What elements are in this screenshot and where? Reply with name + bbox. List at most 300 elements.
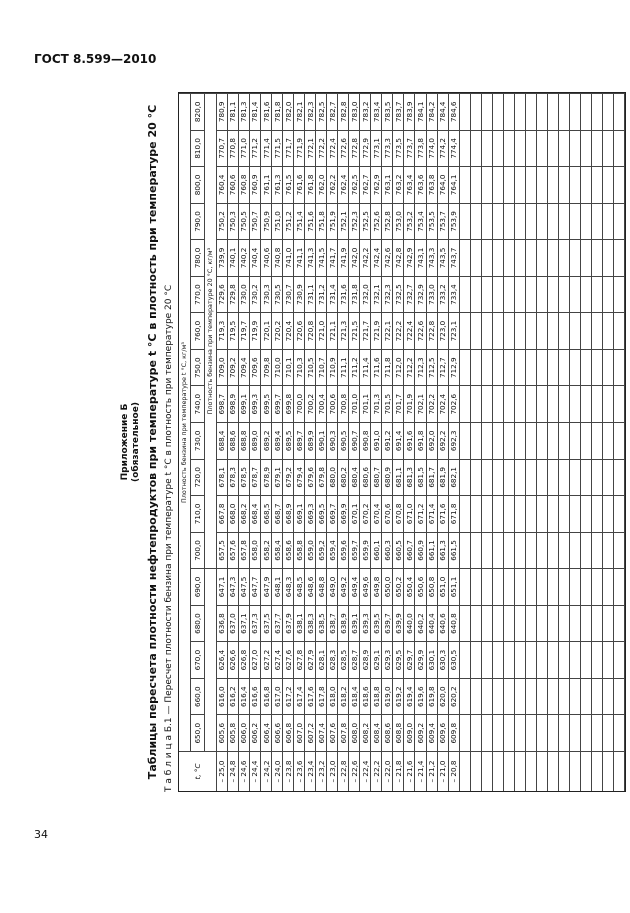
density-cell [537, 605, 548, 642]
temperature-cell: – 22,8 [338, 751, 349, 791]
density-cell: 688,8 [239, 422, 250, 459]
density-at-20-header: Плотность бензина при температуре 20 °С, кг/м³ [205, 93, 217, 568]
density-cell: 784,6 [449, 93, 460, 130]
density-cell [482, 495, 493, 532]
density-cell: 781,1 [228, 93, 239, 130]
temperature-cell: – 23,0 [327, 751, 338, 791]
density-cell [581, 130, 592, 167]
density-cell: 784,4 [438, 93, 449, 130]
density-cell [493, 130, 504, 167]
density-cell [548, 385, 559, 422]
density-cell: 753,2 [404, 203, 415, 240]
temperature-cell: – 23,4 [305, 751, 316, 791]
density-cell [570, 678, 581, 715]
temperature-cell [526, 751, 537, 791]
density-cell: 648,1 [272, 568, 283, 605]
density-cell: 762,2 [327, 166, 338, 203]
density-cell [537, 422, 548, 459]
density-cell: 751,8 [316, 203, 327, 240]
density-cell: 678,5 [239, 459, 250, 496]
density-cell: 721,9 [371, 312, 382, 349]
density-cell [482, 130, 493, 167]
density-cell: 750,5 [239, 203, 250, 240]
density-cell: 720,2 [272, 312, 283, 349]
density-cell [581, 93, 592, 130]
density-cell: 617,2 [283, 678, 294, 715]
density-cell [614, 422, 625, 459]
density-cell [460, 130, 471, 167]
density-cell: 760,8 [239, 166, 250, 203]
density-cell [515, 459, 526, 496]
density-cell [570, 276, 581, 313]
density-cell: 701,0 [349, 385, 360, 422]
density-cell [515, 93, 526, 130]
temperature-cell: – 24,2 [261, 751, 272, 791]
density-cell [471, 422, 482, 459]
density-cell: 783,7 [393, 93, 404, 130]
density-cell [548, 422, 559, 459]
density-cell: 620,0 [438, 678, 449, 715]
density-cell: 741,5 [316, 239, 327, 276]
density-cell: 752,6 [371, 203, 382, 240]
density-cell: 730,2 [250, 276, 261, 313]
density-cell [548, 276, 559, 313]
density-cell [603, 422, 614, 459]
density-cell: 722,2 [393, 312, 404, 349]
density-cell: 731,4 [327, 276, 338, 313]
density-cell: 650,8 [427, 568, 438, 605]
density-cell [592, 714, 603, 751]
density-cell: 721,0 [316, 312, 327, 349]
density-cell: 719,7 [239, 312, 250, 349]
density-cell: 628,1 [316, 641, 327, 678]
density-cell: 712,3 [415, 349, 426, 386]
density-column-header: 650,0 [191, 714, 205, 751]
density-column-header: 680,0 [191, 605, 205, 642]
density-cell [460, 312, 471, 349]
density-cell: 692,3 [449, 422, 460, 459]
density-cell: 761,3 [272, 166, 283, 203]
density-cell: 692,2 [438, 422, 449, 459]
density-cell: 608,0 [349, 714, 360, 751]
density-cell: 671,4 [427, 495, 438, 532]
density-cell: 761,6 [294, 166, 305, 203]
density-cell: 668,7 [272, 495, 283, 532]
temperature-cell [548, 751, 559, 791]
density-cell: 606,6 [272, 714, 283, 751]
density-cell: 743,7 [449, 239, 460, 276]
density-cell: 668,4 [250, 495, 261, 532]
density-cell: 750,9 [261, 203, 272, 240]
density-cell: 701,7 [393, 385, 404, 422]
density-cell [614, 276, 625, 313]
density-cell: 699,3 [250, 385, 261, 422]
density-cell [614, 495, 625, 532]
density-cell: 660,7 [404, 532, 415, 569]
density-cell [471, 459, 482, 496]
density-cell: 710,5 [305, 349, 316, 386]
density-cell: 763,6 [415, 166, 426, 203]
density-cell [592, 678, 603, 715]
density-cell: 774,0 [427, 130, 438, 167]
density-cell: 618,2 [338, 678, 349, 715]
density-column-header: 770,0 [191, 276, 205, 313]
density-cell [471, 532, 482, 569]
density-cell: 691,4 [393, 422, 404, 459]
density-cell: 773,3 [382, 130, 393, 167]
density-cell [504, 349, 515, 386]
density-cell [614, 678, 625, 715]
density-cell: 681,1 [393, 459, 404, 496]
density-cell: 649,0 [327, 568, 338, 605]
density-cell: 773,5 [393, 130, 404, 167]
density-cell: 647,3 [228, 568, 239, 605]
density-cell: 609,8 [449, 714, 460, 751]
density-cell: 742,9 [404, 239, 415, 276]
density-cell [526, 422, 537, 459]
density-cell: 750,7 [250, 203, 261, 240]
density-cell: 681,5 [415, 459, 426, 496]
temperature-cell: – 21,8 [393, 751, 404, 791]
density-cell [614, 203, 625, 240]
density-cell [460, 641, 471, 678]
density-cell: 762,4 [338, 166, 349, 203]
density-cell: 661,5 [449, 532, 460, 569]
density-cell: 709,0 [217, 349, 228, 386]
density-column-header: 810,0 [191, 130, 205, 167]
density-cell [559, 276, 570, 313]
density-cell [592, 276, 603, 313]
density-cell [504, 422, 515, 459]
density-cell [526, 166, 537, 203]
temperature-cell: – 22,6 [349, 751, 360, 791]
density-cell [482, 276, 493, 313]
density-cell: 760,6 [228, 166, 239, 203]
density-cell [460, 276, 471, 313]
density-cell: 628,9 [360, 641, 371, 678]
density-cell: 628,7 [349, 641, 360, 678]
density-cell: 616,2 [228, 678, 239, 715]
density-column-header: 670,0 [191, 641, 205, 678]
density-cell: 658,4 [272, 532, 283, 569]
density-cell: 712,5 [427, 349, 438, 386]
density-cell [460, 239, 471, 276]
density-cell: 647,7 [250, 568, 261, 605]
density-cell [493, 605, 504, 642]
density-cell: 649,4 [349, 568, 360, 605]
density-cell [471, 349, 482, 386]
density-cell [570, 714, 581, 751]
density-cell: 690,1 [316, 422, 327, 459]
density-cell: 637,1 [239, 605, 250, 642]
density-cell: 629,7 [404, 641, 415, 678]
density-cell: 689,2 [261, 422, 272, 459]
density-cell [603, 312, 614, 349]
density-cell: 709,2 [228, 349, 239, 386]
density-cell: 627,6 [283, 641, 294, 678]
density-cell [515, 276, 526, 313]
density-cell [482, 532, 493, 569]
density-cell [581, 568, 592, 605]
density-column-header: 780,0 [191, 239, 205, 276]
density-cell [614, 641, 625, 678]
density-cell: 680,9 [382, 459, 393, 496]
density-cell: 689,5 [283, 422, 294, 459]
density-cell: 630,5 [449, 641, 460, 678]
density-cell [548, 532, 559, 569]
density-cell: 659,6 [338, 532, 349, 569]
density-cell: 711,8 [382, 349, 393, 386]
density-cell: 761,5 [283, 166, 294, 203]
density-cell: 638,5 [316, 605, 327, 642]
density-cell [460, 568, 471, 605]
temperature-cell [493, 751, 504, 791]
density-cell: 701,3 [371, 385, 382, 422]
density-cell: 741,9 [338, 239, 349, 276]
density-cell [559, 349, 570, 386]
density-cell: 743,3 [427, 239, 438, 276]
density-cell: 629,3 [382, 641, 393, 678]
density-cell [548, 312, 559, 349]
density-cell: 732,1 [371, 276, 382, 313]
density-cell: 626,4 [217, 641, 228, 678]
density-cell [603, 166, 614, 203]
density-cell: 691,6 [404, 422, 415, 459]
density-cell: 637,9 [283, 605, 294, 642]
density-cell [548, 203, 559, 240]
density-cell [482, 714, 493, 751]
density-cell: 618,0 [327, 678, 338, 715]
density-cell [493, 459, 504, 496]
density-cell: 657,5 [217, 532, 228, 569]
density-cell [482, 641, 493, 678]
density-cell: 699,5 [261, 385, 272, 422]
density-cell [603, 678, 614, 715]
density-cell: 742,8 [393, 239, 404, 276]
density-cell: 607,6 [327, 714, 338, 751]
density-cell [581, 532, 592, 569]
density-cell: 741,1 [294, 239, 305, 276]
density-cell [515, 312, 526, 349]
density-cell: 669,7 [327, 495, 338, 532]
density-cell: 650,2 [393, 568, 404, 605]
density-cell: 722,8 [427, 312, 438, 349]
density-cell: 688,6 [228, 422, 239, 459]
density-column-header: 820,0 [191, 93, 205, 130]
density-cell [526, 495, 537, 532]
density-cell [548, 678, 559, 715]
density-cell: 640,8 [449, 605, 460, 642]
density-cell: 627,4 [272, 641, 283, 678]
density-cell: 660,9 [415, 532, 426, 569]
density-conversion-table [178, 92, 626, 792]
density-cell [559, 568, 570, 605]
density-cell [603, 532, 614, 569]
density-cell: 730,3 [261, 276, 272, 313]
density-cell [537, 203, 548, 240]
density-cell: 607,4 [316, 714, 327, 751]
density-cell: 670,4 [371, 495, 382, 532]
density-cell: 679,2 [283, 459, 294, 496]
density-cell [603, 93, 614, 130]
density-cell [504, 312, 515, 349]
density-cell [581, 422, 592, 459]
appendix-note: (обязательное) [131, 402, 141, 482]
density-cell: 770,8 [228, 130, 239, 167]
density-cell [537, 568, 548, 605]
density-cell [592, 349, 603, 386]
density-cell: 752,5 [360, 203, 371, 240]
density-cell: 658,2 [261, 532, 272, 569]
density-cell: 640,6 [438, 605, 449, 642]
density-cell: 629,5 [393, 641, 404, 678]
density-cell [537, 641, 548, 678]
density-cell: 648,3 [283, 568, 294, 605]
density-cell: 730,7 [283, 276, 294, 313]
density-cell: 627,9 [305, 641, 316, 678]
density-cell [559, 239, 570, 276]
density-cell: 733,0 [427, 276, 438, 313]
density-cell [548, 130, 559, 167]
density-cell: 691,2 [382, 422, 393, 459]
density-cell [471, 239, 482, 276]
density-cell [548, 495, 559, 532]
density-cell: 731,1 [305, 276, 316, 313]
density-cell: 730,0 [239, 276, 250, 313]
density-cell [559, 203, 570, 240]
density-cell [515, 641, 526, 678]
density-cell: 752,8 [382, 203, 393, 240]
density-cell [526, 203, 537, 240]
density-cell: 752,3 [349, 203, 360, 240]
density-cell: 618,4 [349, 678, 360, 715]
density-cell: 753,5 [427, 203, 438, 240]
density-cell [614, 532, 625, 569]
density-cell [515, 568, 526, 605]
density-cell: 688,4 [217, 422, 228, 459]
density-cell [471, 385, 482, 422]
density-cell: 609,0 [404, 714, 415, 751]
density-cell [493, 385, 504, 422]
density-cell [537, 714, 548, 751]
density-cell [515, 714, 526, 751]
density-cell [460, 459, 471, 496]
density-cell: 772,1 [305, 130, 316, 167]
density-cell [603, 239, 614, 276]
density-cell: 784,1 [415, 93, 426, 130]
density-cell: 607,0 [294, 714, 305, 751]
density-cell [493, 678, 504, 715]
density-cell [504, 605, 515, 642]
density-cell: 679,1 [272, 459, 283, 496]
density-cell: 627,0 [250, 641, 261, 678]
density-cell: 783,2 [360, 93, 371, 130]
density-cell: 710,7 [316, 349, 327, 386]
density-cell [460, 203, 471, 240]
density-cell [482, 422, 493, 459]
density-cell [592, 605, 603, 642]
density-cell: 709,4 [239, 349, 250, 386]
density-cell: 608,6 [382, 714, 393, 751]
density-cell: 731,8 [349, 276, 360, 313]
density-cell: 638,7 [327, 605, 338, 642]
density-cell: 782,5 [316, 93, 327, 130]
density-cell: 784,2 [427, 93, 438, 130]
density-cell [460, 714, 471, 751]
density-cell: 691,0 [371, 422, 382, 459]
density-cell: 700,6 [327, 385, 338, 422]
density-cell: 721,3 [338, 312, 349, 349]
density-cell: 774,4 [449, 130, 460, 167]
density-cell: 647,9 [261, 568, 272, 605]
density-cell: 740,2 [239, 239, 250, 276]
density-cell [559, 641, 570, 678]
density-cell: 671,6 [438, 495, 449, 532]
density-cell: 660,5 [393, 532, 404, 569]
density-cell [537, 349, 548, 386]
density-cell [515, 532, 526, 569]
density-cell: 679,8 [316, 459, 327, 496]
density-cell [493, 714, 504, 751]
density-cell: 678,1 [217, 459, 228, 496]
density-cell: 605,8 [228, 714, 239, 751]
density-cell [526, 459, 537, 496]
density-cell: 667,8 [217, 495, 228, 532]
temperature-cell [614, 751, 625, 791]
density-cell: 743,5 [438, 239, 449, 276]
density-cell: 648,6 [305, 568, 316, 605]
density-cell: 639,5 [371, 605, 382, 642]
density-cell: 751,0 [272, 203, 283, 240]
density-cell: 742,2 [360, 239, 371, 276]
density-cell: 772,9 [360, 130, 371, 167]
density-cell [493, 203, 504, 240]
density-cell: 709,6 [250, 349, 261, 386]
density-cell: 649,6 [360, 568, 371, 605]
density-cell: 636,8 [217, 605, 228, 642]
density-cell: 712,2 [404, 349, 415, 386]
density-cell: 680,6 [360, 459, 371, 496]
density-cell: 702,6 [449, 385, 460, 422]
density-cell: 723,0 [438, 312, 449, 349]
density-cell: 732,3 [382, 276, 393, 313]
density-cell: 732,7 [404, 276, 415, 313]
density-column-header: 800,0 [191, 166, 205, 203]
document-code: ГОСТ 8.599—2010 [34, 52, 157, 66]
density-cell [570, 605, 581, 642]
density-column-header: 730,0 [191, 422, 205, 459]
density-cell: 700,2 [305, 385, 316, 422]
density-cell: 730,9 [294, 276, 305, 313]
temperature-cell: – 21,0 [438, 751, 449, 791]
density-cell [482, 239, 493, 276]
density-cell [471, 641, 482, 678]
density-cell: 720,6 [294, 312, 305, 349]
density-cell [559, 459, 570, 496]
density-cell: 609,4 [427, 714, 438, 751]
density-cell [603, 349, 614, 386]
density-cell [581, 239, 592, 276]
density-cell [603, 276, 614, 313]
density-cell: 616,0 [217, 678, 228, 715]
page-number: 34 [34, 828, 48, 841]
density-cell: 698,9 [228, 385, 239, 422]
appendix-title: Приложение Б [120, 403, 130, 481]
density-cell: 690,5 [338, 422, 349, 459]
density-cell [482, 385, 493, 422]
density-cell [559, 166, 570, 203]
density-cell: 606,2 [250, 714, 261, 751]
